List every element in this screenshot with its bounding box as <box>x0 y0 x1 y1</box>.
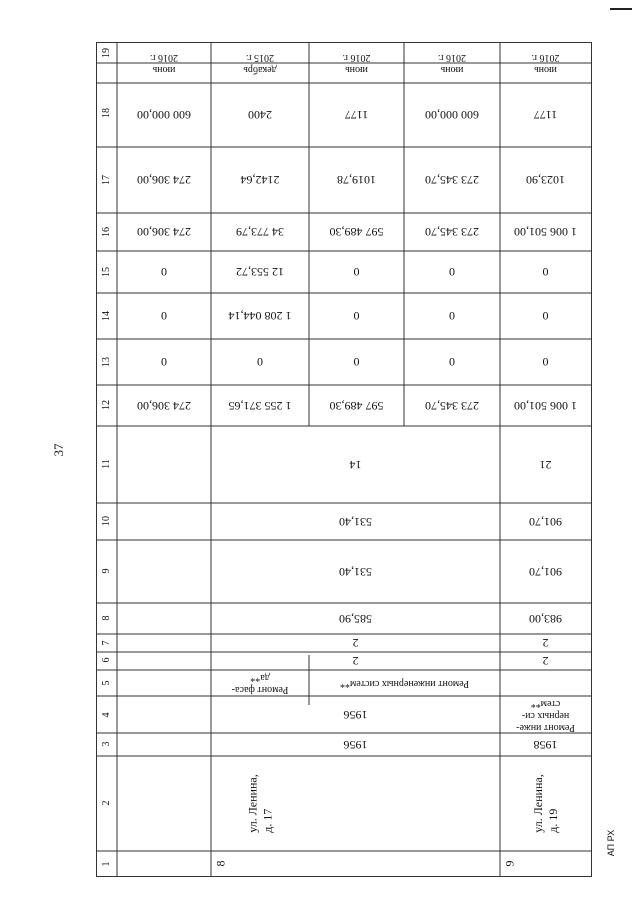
area-total-premises: 531,40 <box>339 564 372 579</box>
local-budget: 0 <box>449 265 455 280</box>
cost-per-sqm: 274 306,00 <box>137 173 191 188</box>
work-type-engineering: Ремонт инже- нерных си- стем** <box>516 698 575 733</box>
area-total: 983,00 <box>529 611 562 626</box>
colnum-14: 14 <box>101 311 112 321</box>
regional-budget: 0 <box>161 309 167 324</box>
area-total: 585,90 <box>339 611 372 626</box>
owner-funds: 597 489,30 <box>329 225 384 240</box>
colnum-1: 1 <box>101 861 112 867</box>
colnum-18: 18 <box>101 108 112 118</box>
date-cell: июнь 2016 г. <box>150 52 178 75</box>
cost-per-sqm-limit: 600 000,00 <box>137 108 191 123</box>
colnum-10: 10 <box>101 516 112 526</box>
total-cost: 1 255 371,65 <box>228 398 292 413</box>
regional-budget: 0 <box>542 309 549 324</box>
colnum-12: 12 <box>101 400 112 410</box>
date-cell: июнь 2016 г. <box>531 52 560 75</box>
date-cell: декабрь 2015 г. <box>243 52 277 75</box>
owner-funds: 273 345,70 <box>425 225 479 240</box>
colnum-19: 19 <box>101 48 112 58</box>
regional-budget: 0 <box>353 309 360 324</box>
cost-per-sqm-limit: 1177 <box>344 108 369 123</box>
colnum-5: 5 <box>101 680 112 686</box>
entrances-count: 2 <box>542 636 549 651</box>
work-type-engineering: Ремонт инженерных систем** <box>339 678 470 689</box>
fund-support: 0 <box>353 355 360 370</box>
year-commissioned: 1956 <box>343 707 368 722</box>
total-cost: 1 006 501,00 <box>514 398 577 413</box>
row-number: 9 <box>502 860 517 867</box>
fund-support: 0 <box>449 355 455 370</box>
colnum-8: 8 <box>101 615 112 621</box>
total-cost: 597 489,30 <box>329 398 384 413</box>
area-residential: 531,40 <box>339 514 372 529</box>
colnum-13: 13 <box>101 357 112 367</box>
page-number: 37 <box>51 443 66 457</box>
total-cost: 274 306,00 <box>137 398 191 413</box>
local-budget: 0 <box>161 265 167 280</box>
cost-per-sqm: 1019,78 <box>337 173 376 188</box>
owner-funds: 274 306,00 <box>137 225 191 240</box>
cost-per-sqm-limit: 2400 <box>248 108 272 123</box>
year-built: 1956 <box>343 737 368 752</box>
colnum-9: 9 <box>101 568 112 574</box>
colnum-16: 16 <box>101 227 112 237</box>
corner-scan-mark <box>610 8 632 10</box>
fund-support: 0 <box>257 355 263 370</box>
cost-per-sqm: 1023,90 <box>526 173 565 188</box>
colnum-15: 15 <box>101 267 112 277</box>
entrances-count: 2 <box>352 636 359 651</box>
colnum-4: 4 <box>101 712 112 718</box>
residents-count: 14 <box>349 457 362 472</box>
work-type-facade: Ремонт фаса- да** <box>231 672 289 695</box>
date-cell: июнь 2016 г. <box>438 52 466 75</box>
footer-mark: АП РХ <box>606 829 616 857</box>
cost-per-sqm-limit: 600 000,00 <box>425 108 479 123</box>
fund-support: 0 <box>161 355 167 370</box>
regional-budget: 0 <box>449 309 455 324</box>
floors-count: 2 <box>542 654 549 669</box>
colnum-2: 2 <box>101 800 112 806</box>
residents-count: 21 <box>539 457 552 472</box>
address-cell: ул. Ленина, д. 17 <box>245 774 274 833</box>
address-cell: ул. Ленина, д. 19 <box>531 774 560 833</box>
cost-per-sqm: 273 345,70 <box>425 173 479 188</box>
row-number: 8 <box>213 860 228 867</box>
cost-per-sqm: 2142,64 <box>240 173 280 188</box>
colnum-7: 7 <box>101 640 112 646</box>
local-budget: 0 <box>353 265 360 280</box>
colnum-11: 11 <box>101 459 112 469</box>
date-cell: июнь 2016 г. <box>342 52 371 75</box>
local-budget: 0 <box>542 265 549 280</box>
cost-per-sqm-limit: 1177 <box>533 108 558 123</box>
area-residential: 901,70 <box>529 514 562 529</box>
local-budget: 12 553,72 <box>236 265 284 280</box>
area-total-premises: 901,70 <box>529 564 562 579</box>
colnum-17: 17 <box>101 175 112 185</box>
regional-budget: 1 208 044,14 <box>228 309 292 324</box>
owner-funds: 1 006 501,00 <box>514 225 577 240</box>
year-built: 1958 <box>533 737 558 752</box>
total-cost: 273 345,70 <box>425 398 479 413</box>
colnum-6: 6 <box>101 657 112 663</box>
register-table <box>96 42 592 877</box>
colnum-3: 3 <box>101 741 112 747</box>
owner-funds: 34 773,79 <box>236 225 284 240</box>
fund-support: 0 <box>542 355 549 370</box>
floors-count: 2 <box>352 654 359 669</box>
